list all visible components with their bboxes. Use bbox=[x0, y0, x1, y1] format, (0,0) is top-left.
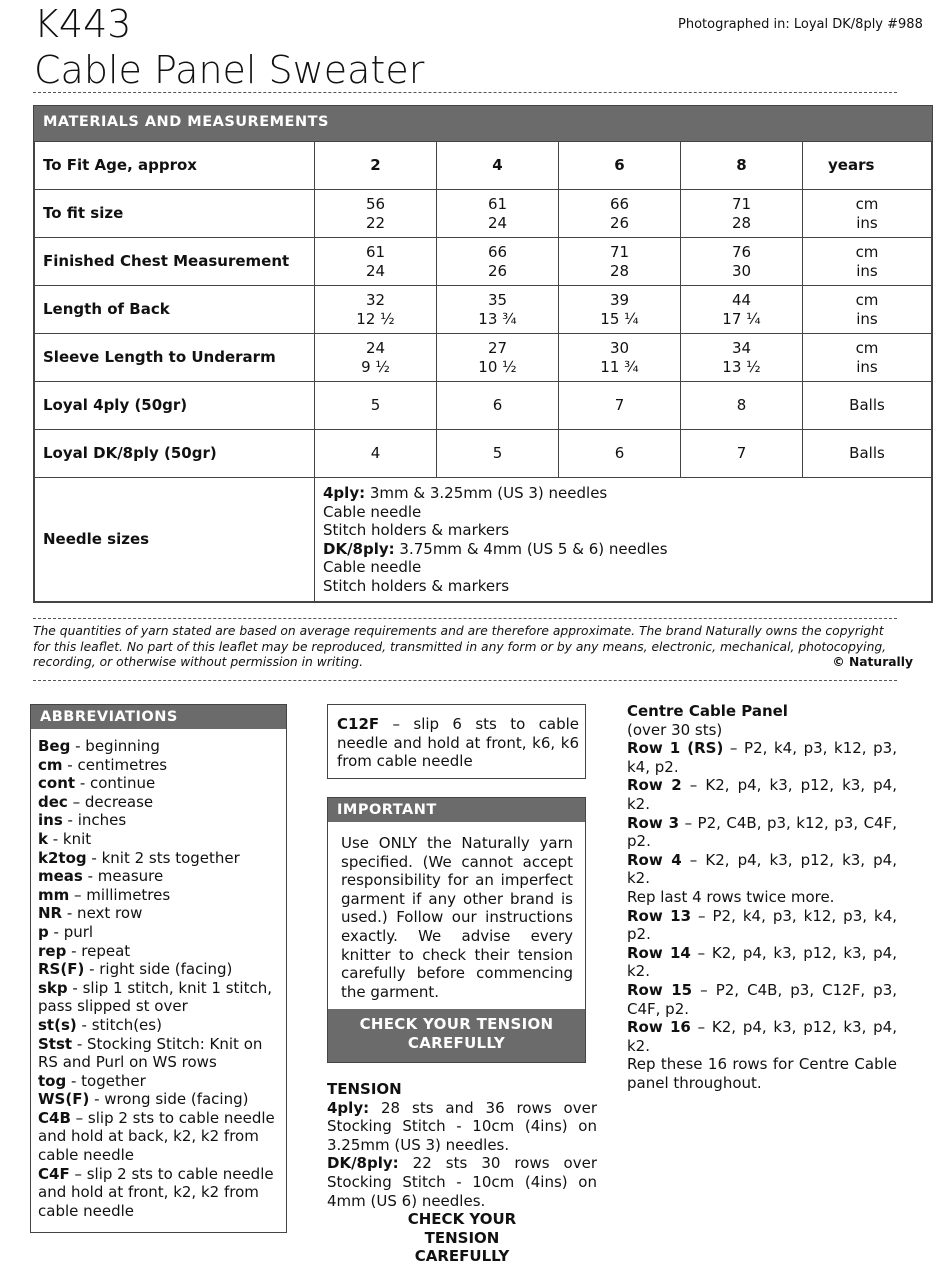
definition: - centimetres bbox=[62, 755, 168, 774]
age: 2 bbox=[315, 142, 437, 190]
divider bbox=[33, 680, 897, 681]
age-unit: years bbox=[803, 142, 932, 190]
cm-value: 66 bbox=[487, 242, 508, 261]
row-label: Row 14 bbox=[627, 943, 691, 962]
unit-cell bbox=[803, 190, 932, 238]
unit: ins bbox=[856, 261, 878, 280]
ins-value: 12 ½ bbox=[356, 309, 395, 328]
term: cm bbox=[38, 755, 63, 774]
row-label: Needle sizes bbox=[35, 478, 315, 602]
c12f-box bbox=[327, 704, 586, 779]
cm-value: 56 bbox=[365, 194, 386, 213]
term: RS(F) bbox=[38, 960, 85, 979]
row-label: Sleeve Length to Underarm bbox=[35, 334, 315, 382]
cm-value: 35 bbox=[487, 290, 508, 309]
row-instruction: – K2, p4, k3, p12, k3, p4, k2. bbox=[627, 943, 897, 981]
definition: - continue bbox=[75, 774, 156, 793]
needle-text: Cable needle bbox=[323, 502, 422, 521]
age: 8 bbox=[681, 142, 803, 190]
balls-value: 8 bbox=[681, 382, 803, 430]
needle-text: 3.75mm & 4mm (US 5 & 6) needles bbox=[394, 539, 668, 558]
ins-value: 24 bbox=[487, 213, 508, 232]
check-tension: CHECK YOUR TENSION CAREFULLY bbox=[407, 1210, 517, 1266]
cm-value: 24 bbox=[365, 338, 386, 357]
row-label: To fit size bbox=[35, 190, 315, 238]
check-tension-banner: CHECK YOUR TENSION CAREFULLY bbox=[328, 1009, 585, 1062]
row-label: Row 15 bbox=[627, 980, 693, 999]
ins-value: 26 bbox=[487, 261, 508, 280]
yarn-row bbox=[35, 430, 932, 478]
term: C12F bbox=[337, 715, 380, 733]
cable-row bbox=[627, 1055, 897, 1092]
yarn-row bbox=[35, 382, 932, 430]
value-cell bbox=[559, 286, 681, 334]
term: C4B bbox=[38, 1108, 71, 1127]
row-label: Row 4 bbox=[627, 850, 682, 869]
definition: – decrease bbox=[67, 792, 154, 811]
ins-value: 11 ¾ bbox=[600, 357, 639, 376]
cable-row bbox=[627, 981, 897, 1018]
cm-value: 61 bbox=[365, 242, 386, 261]
cable-row bbox=[627, 739, 897, 776]
needle-row bbox=[35, 478, 932, 602]
cable-row bbox=[627, 1018, 897, 1055]
abbreviation-item bbox=[38, 886, 280, 905]
value-cell bbox=[315, 334, 437, 382]
row-instruction: – K2, p4, k3, p12, k3, p4, k2. bbox=[627, 776, 897, 813]
ins-value: 9 ½ bbox=[361, 357, 390, 376]
row-instruction: – P2, k4, p3, k12, p3, k4, p2. bbox=[627, 906, 897, 944]
unit-cell bbox=[803, 286, 932, 334]
ins-value: 26 bbox=[609, 213, 630, 232]
balls-value: 5 bbox=[437, 430, 559, 478]
abbreviation-item bbox=[38, 774, 280, 793]
disclaimer-line: The quantities of yarn stated are based on average requirements and are therefore approximate. The brand Naturally owns the copyright bbox=[33, 624, 884, 638]
value-cell bbox=[559, 238, 681, 286]
unit: cm bbox=[855, 290, 879, 309]
value-cell bbox=[315, 286, 437, 334]
age: 6 bbox=[559, 142, 681, 190]
tension-heading: TENSION bbox=[327, 1080, 402, 1098]
balls-value: 6 bbox=[559, 430, 681, 478]
row-label: Finished Chest Measurement bbox=[35, 238, 315, 286]
disclaimer-line: for this leaflet. No part of this leaflet may be reproduced, transmitted in any form or by any means, electronic, mechanical, photocopying, bbox=[33, 639, 887, 654]
definition: - Stocking Stitch: Knit on RS and Purl on WS rows bbox=[38, 1034, 263, 1072]
cable-row bbox=[627, 851, 897, 888]
divider bbox=[33, 618, 897, 619]
definition: - knit bbox=[47, 829, 92, 848]
term: 4ply: bbox=[327, 1098, 370, 1117]
unit: ins bbox=[856, 213, 878, 232]
value-cell bbox=[681, 286, 803, 334]
row-instruction: – P2, C4B, p3, k12, p3, C4F, p2. bbox=[627, 813, 897, 851]
pattern-code: K443 bbox=[34, 2, 132, 46]
unit: cm bbox=[855, 338, 879, 357]
disclaimer-line: recording, or otherwise without permission in writing. bbox=[33, 655, 364, 669]
balls-value: 7 bbox=[681, 430, 803, 478]
cable-row bbox=[627, 944, 897, 981]
tension-section bbox=[327, 1080, 597, 1266]
term: NR bbox=[38, 904, 63, 923]
definition: - slip 1 stitch, knit 1 stitch, pass slipped st over bbox=[38, 978, 272, 1016]
balls-value: 6 bbox=[437, 382, 559, 430]
value-cell bbox=[681, 190, 803, 238]
term: DK/8ply: bbox=[327, 1154, 399, 1173]
term: tog bbox=[38, 1071, 67, 1090]
definition: - knit 2 sts together bbox=[86, 848, 240, 867]
value-cell bbox=[437, 238, 559, 286]
row-instruction: – P2, k4, p3, k12, p3, k4, p2. bbox=[627, 739, 897, 776]
unit-cell bbox=[803, 334, 932, 382]
definition: - repeat bbox=[66, 941, 131, 960]
term: WS(F) bbox=[38, 1090, 90, 1109]
cable-heading: Centre Cable Panel bbox=[627, 702, 788, 720]
row-instruction: – K2, p4, k3, p12, k3, p4, k2. bbox=[627, 1018, 897, 1055]
value-cell bbox=[681, 238, 803, 286]
measurement-row bbox=[35, 286, 932, 334]
term: dec bbox=[38, 792, 68, 811]
term: st(s) bbox=[38, 1015, 77, 1034]
ins-value: 28 bbox=[609, 261, 630, 280]
copyright: © Naturally bbox=[832, 655, 913, 669]
measurement-row bbox=[35, 190, 932, 238]
abbreviation-item bbox=[38, 1090, 280, 1109]
photographed-in: Photographed in: Loyal DK/8ply #988 bbox=[678, 17, 923, 32]
tension-dk: 22 sts 30 rows over Stocking Stitch - 10cm (4ins) on 4mm (US 6) needles. bbox=[327, 1154, 597, 1210]
cm-value: 44 bbox=[731, 290, 752, 309]
abbreviation-item bbox=[38, 942, 280, 961]
abbreviation-item bbox=[38, 830, 280, 849]
term: p bbox=[38, 922, 49, 941]
definition: - beginning bbox=[70, 737, 160, 755]
ins-value: 13 ½ bbox=[722, 357, 761, 376]
balls-value: 4 bbox=[315, 430, 437, 478]
balls-value: 7 bbox=[559, 382, 681, 430]
term: ins bbox=[38, 811, 63, 830]
ins-value: 15 ¼ bbox=[600, 309, 639, 328]
cable-row bbox=[627, 888, 897, 907]
cm-value: 30 bbox=[609, 338, 630, 357]
term: meas bbox=[38, 867, 83, 886]
definition: - next row bbox=[62, 904, 143, 923]
abbreviation-item bbox=[38, 849, 280, 868]
row-instruction: Rep these 16 rows for Centre Cable panel throughout. bbox=[627, 1055, 897, 1092]
abbreviation-item bbox=[38, 1109, 280, 1165]
abbreviation-item bbox=[38, 756, 280, 775]
abbreviations-heading: ABBREVIATIONS bbox=[31, 705, 286, 729]
abbreviation-item bbox=[38, 1016, 280, 1035]
cm-value: 61 bbox=[487, 194, 508, 213]
value-cell bbox=[315, 238, 437, 286]
abbreviation-item bbox=[38, 904, 280, 923]
row-label: Loyal 4ply (50gr) bbox=[35, 382, 315, 430]
cable-panel-section bbox=[627, 702, 897, 1092]
measurement-row bbox=[35, 238, 932, 286]
cm-value: 32 bbox=[365, 290, 386, 309]
disclaimer bbox=[33, 624, 913, 671]
row-label: Row 1 (RS) bbox=[627, 739, 724, 758]
cm-value: 71 bbox=[731, 194, 752, 213]
term: DK/8ply: bbox=[323, 539, 395, 558]
definition: - stitch(es) bbox=[76, 1015, 162, 1034]
term: C4F bbox=[38, 1164, 70, 1183]
abbreviation-item bbox=[38, 867, 280, 886]
definition: - wrong side (facing) bbox=[89, 1090, 249, 1109]
unit-cell bbox=[803, 238, 932, 286]
needle-text: Cable needle bbox=[323, 558, 422, 576]
abbreviation-item bbox=[38, 923, 280, 942]
important-box bbox=[327, 797, 586, 1063]
cable-row bbox=[627, 776, 897, 813]
age: 4 bbox=[437, 142, 559, 190]
definition: - inches bbox=[62, 811, 127, 830]
needle-text: Stitch holders & markers bbox=[323, 521, 510, 539]
cable-row bbox=[627, 814, 897, 851]
row-label: Loyal DK/8ply (50gr) bbox=[35, 430, 315, 478]
row-instruction: Rep last 4 rows twice more. bbox=[627, 887, 835, 906]
value-cell bbox=[681, 334, 803, 382]
ins-value: 17 ¼ bbox=[722, 309, 761, 328]
value-cell bbox=[559, 334, 681, 382]
row-instruction: – K2, p4, k3, p12, k3, p4, k2. bbox=[627, 850, 897, 888]
term: Beg bbox=[38, 737, 71, 755]
term: skp bbox=[38, 978, 68, 997]
balls-value: 5 bbox=[315, 382, 437, 430]
cable-row bbox=[627, 907, 897, 944]
definition: – millimetres bbox=[69, 885, 171, 904]
abbreviation-item bbox=[38, 1035, 280, 1072]
definition: - right side (facing) bbox=[84, 960, 233, 979]
cm-value: 34 bbox=[731, 338, 752, 357]
abbreviations-box bbox=[30, 704, 287, 1233]
term: k2tog bbox=[38, 848, 87, 867]
definition: – slip 2 sts to cable needle and hold at back, k2, k2 from cable needle bbox=[38, 1108, 275, 1165]
cm-value: 71 bbox=[609, 242, 630, 261]
abbreviation-item bbox=[38, 1165, 280, 1221]
unit: Balls bbox=[803, 430, 932, 478]
tension-4ply: 28 sts and 36 rows over Stocking Stitch - 10cm (4ins) on 3.25mm (US 3) needles. bbox=[327, 1098, 597, 1154]
ins-value: 24 bbox=[365, 261, 386, 280]
pattern-title: Cable Panel Sweater bbox=[34, 48, 425, 92]
cable-sub: (over 30 sts) bbox=[627, 720, 723, 739]
row-label: Row 16 bbox=[627, 1018, 691, 1037]
value-cell bbox=[315, 190, 437, 238]
definition: - measure bbox=[82, 867, 164, 886]
abbreviation-item bbox=[38, 793, 280, 812]
abbreviation-item bbox=[38, 960, 280, 979]
cm-value: 66 bbox=[609, 194, 630, 213]
cm-value: 39 bbox=[609, 290, 630, 309]
term: k bbox=[38, 829, 48, 848]
value-cell bbox=[437, 190, 559, 238]
divider bbox=[33, 92, 897, 93]
definition: - together bbox=[66, 1071, 146, 1090]
term: mm bbox=[38, 885, 70, 904]
needle-text: 3mm & 3.25mm (US 3) needles bbox=[365, 484, 608, 502]
cm-value: 27 bbox=[487, 338, 508, 357]
ins-value: 22 bbox=[365, 213, 386, 232]
measurement-row bbox=[35, 334, 932, 382]
abbreviation-item bbox=[38, 811, 280, 830]
important-heading: IMPORTANT bbox=[328, 798, 585, 822]
ins-value: 30 bbox=[731, 261, 752, 280]
needle-text: Stitch holders & markers bbox=[323, 576, 510, 595]
row-label: Row 2 bbox=[627, 776, 682, 795]
term: Stst bbox=[38, 1034, 73, 1053]
cm-value: 76 bbox=[731, 242, 752, 261]
definition: – slip 6 sts to cable needle and hold at front, k6, k6 from cable needle bbox=[337, 715, 579, 771]
value-cell bbox=[437, 286, 559, 334]
unit: Balls bbox=[803, 382, 932, 430]
term: cont bbox=[38, 774, 76, 793]
abbreviation-item bbox=[38, 979, 280, 1016]
term: rep bbox=[38, 941, 67, 960]
unit: cm bbox=[855, 242, 879, 261]
term: 4ply: bbox=[323, 484, 366, 502]
ins-value: 28 bbox=[731, 213, 752, 232]
unit: ins bbox=[856, 309, 878, 328]
row-label: Length of Back bbox=[35, 286, 315, 334]
value-cell bbox=[559, 190, 681, 238]
row-label: Row 3 bbox=[627, 813, 680, 832]
ins-value: 13 ¾ bbox=[478, 309, 517, 328]
needle-list bbox=[315, 478, 932, 602]
value-cell bbox=[437, 334, 559, 382]
abbreviation-item bbox=[38, 1072, 280, 1091]
materials-heading: MATERIALS AND MEASUREMENTS bbox=[34, 106, 932, 141]
age-label: To Fit Age, approx bbox=[35, 142, 315, 190]
unit: cm bbox=[855, 194, 879, 213]
materials-table bbox=[33, 105, 933, 603]
row-instruction: – P2, C4B, p3, C12F, p3, C4F, p2. bbox=[627, 980, 898, 1018]
definition: – slip 2 sts to cable needle and hold at front, k2, k2 from cable needle bbox=[38, 1164, 274, 1220]
ins-value: 10 ½ bbox=[478, 357, 517, 376]
definition: - purl bbox=[48, 922, 94, 941]
row-label: Row 13 bbox=[627, 906, 692, 925]
important-text: Use ONLY the Naturally yarn specified. (We cannot accept responsibility for an imperfect garment if any other brand is used.) Follow our instructions exactly. We advise every knitter to check their tension carefully before commencing the garment. bbox=[341, 834, 573, 1001]
unit: ins bbox=[856, 357, 878, 376]
abbreviation-item bbox=[38, 737, 280, 756]
